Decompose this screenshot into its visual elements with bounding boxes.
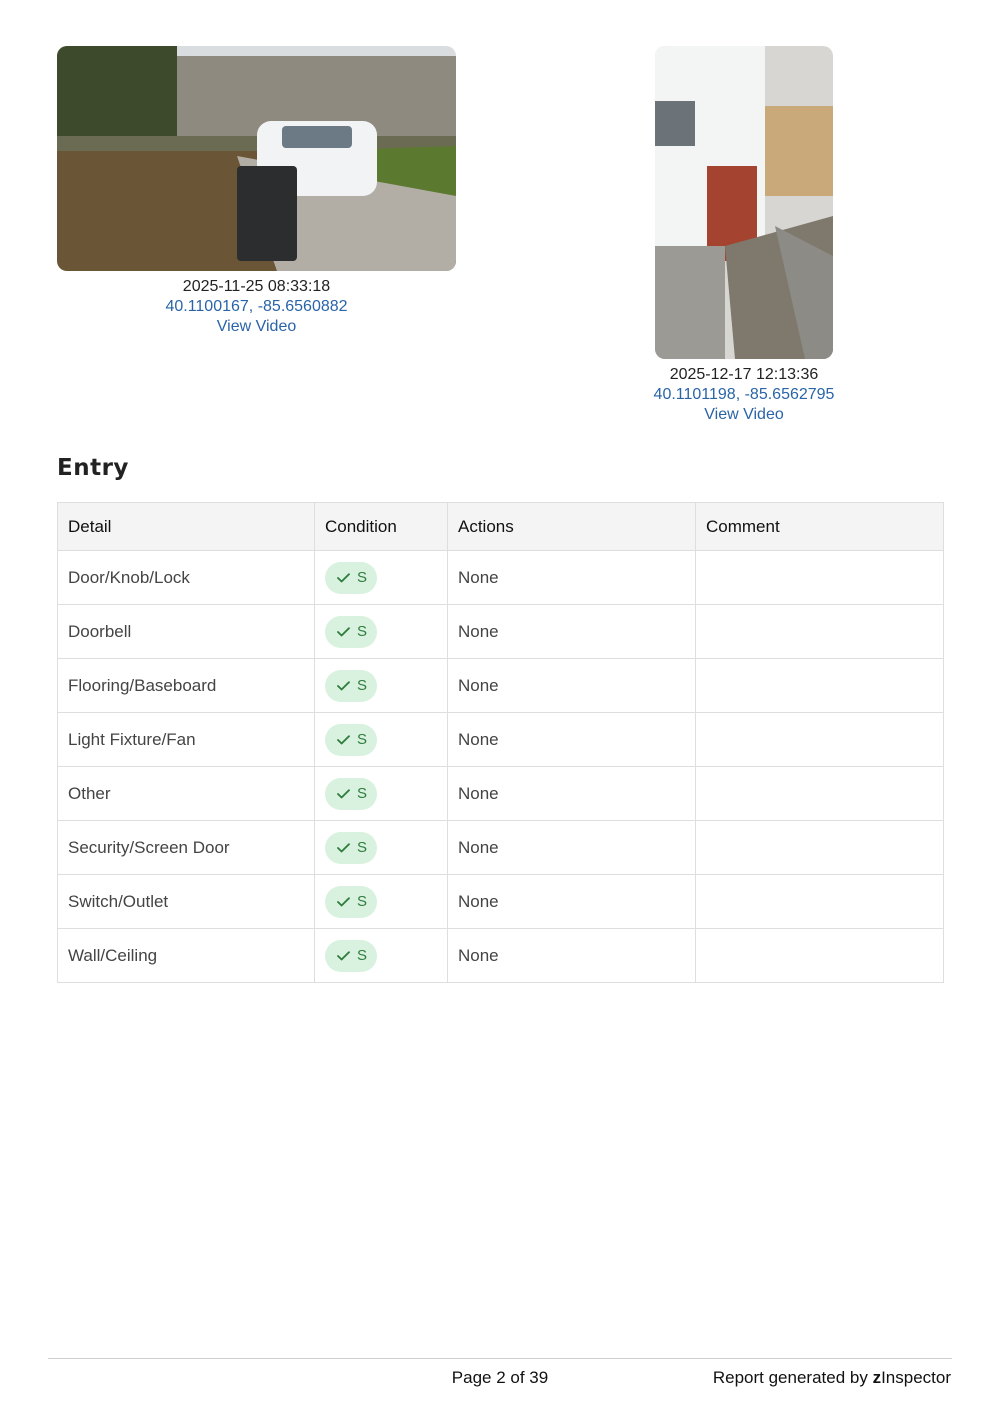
page-number: Page 2 of 39 [451, 1368, 549, 1387]
condition-badge [325, 724, 377, 756]
photo-card-2 [655, 46, 833, 425]
check-icon [337, 681, 350, 691]
condition-cell [315, 713, 448, 767]
driveway-van-photo[interactable] [57, 46, 456, 271]
check-icon [337, 789, 350, 799]
check-icon [337, 897, 350, 907]
condition-badge [325, 616, 377, 648]
photo-coordinates-link[interactable]: 40.1100167, -85.6560882 [165, 298, 348, 315]
actions-cell: None [448, 551, 696, 605]
check-icon [337, 627, 350, 637]
actions-cell: None [448, 821, 696, 875]
check-icon [337, 735, 350, 745]
actions-cell: None [448, 875, 696, 929]
condition-label: S [357, 785, 368, 802]
condition-badge [325, 670, 377, 702]
generated-by [713, 1368, 951, 1388]
check-icon [337, 843, 350, 853]
section-title: Entry [57, 455, 129, 481]
view-video-link[interactable]: View Video [704, 406, 784, 423]
condition-badge [325, 940, 377, 972]
header-condition: Condition [315, 503, 448, 551]
detail-cell: Other [58, 767, 315, 821]
actions-cell: None [448, 713, 696, 767]
detail-cell: Flooring/Baseboard [58, 659, 315, 713]
header-comment: Comment [696, 503, 944, 551]
actions-cell: None [448, 659, 696, 713]
house-side-photo[interactable] [655, 46, 833, 359]
table-row [58, 605, 944, 659]
generated-by-text: Report generated by [712, 1368, 873, 1387]
detail-cell: Door/Knob/Lock [58, 551, 315, 605]
table-row [58, 713, 944, 767]
comment-cell [696, 551, 944, 605]
actions-cell: None [448, 605, 696, 659]
detail-cell: Doorbell [58, 605, 315, 659]
condition-cell [315, 821, 448, 875]
detail-cell: Switch/Outlet [58, 875, 315, 929]
condition-label: S [357, 569, 368, 586]
condition-label: S [357, 893, 368, 910]
condition-label: S [357, 731, 368, 748]
detail-cell: Light Fixture/Fan [58, 713, 315, 767]
condition-badge [325, 562, 377, 594]
condition-cell [315, 659, 448, 713]
check-icon [337, 573, 350, 583]
comment-cell [696, 821, 944, 875]
comment-cell [696, 659, 944, 713]
condition-label: S [357, 623, 368, 640]
condition-label: S [357, 677, 368, 694]
condition-cell [315, 875, 448, 929]
comment-cell [696, 875, 944, 929]
condition-cell [315, 605, 448, 659]
condition-label: S [357, 839, 368, 856]
actions-cell: None [448, 929, 696, 983]
comment-cell [696, 929, 944, 983]
condition-badge [325, 886, 377, 918]
condition-cell [315, 767, 448, 821]
header-actions: Actions [448, 503, 696, 551]
header-detail: Detail [58, 503, 315, 551]
table-header-row [58, 503, 944, 551]
view-video-link[interactable]: View Video [216, 318, 297, 335]
table-row [58, 659, 944, 713]
condition-cell [315, 929, 448, 983]
comment-cell [696, 605, 944, 659]
comment-cell [696, 713, 944, 767]
photo-coordinates-link[interactable]: 40.1101198, -85.6562795 [653, 386, 835, 403]
detail-cell: Wall/Ceiling [58, 929, 315, 983]
condition-badge [325, 832, 377, 864]
comment-cell [696, 767, 944, 821]
table-row [58, 551, 944, 605]
detail-cell: Security/Screen Door [58, 821, 315, 875]
footer-divider [48, 1358, 952, 1359]
condition-badge [325, 778, 377, 810]
table-row [58, 875, 944, 929]
condition-cell [315, 551, 448, 605]
actions-cell: None [448, 767, 696, 821]
table-row [58, 821, 944, 875]
entry-table [57, 502, 944, 983]
brand-z: z [872, 1368, 882, 1387]
photo-card-1 [57, 46, 456, 337]
photo-timestamp: 2025-11-25 08:33:18 [182, 278, 331, 295]
check-icon [337, 951, 350, 961]
condition-label: S [357, 947, 368, 964]
brand-name: Inspector [881, 1368, 951, 1387]
table-row [58, 929, 944, 983]
table-row [58, 767, 944, 821]
photo-timestamp: 2025-12-17 12:13:36 [669, 366, 819, 383]
